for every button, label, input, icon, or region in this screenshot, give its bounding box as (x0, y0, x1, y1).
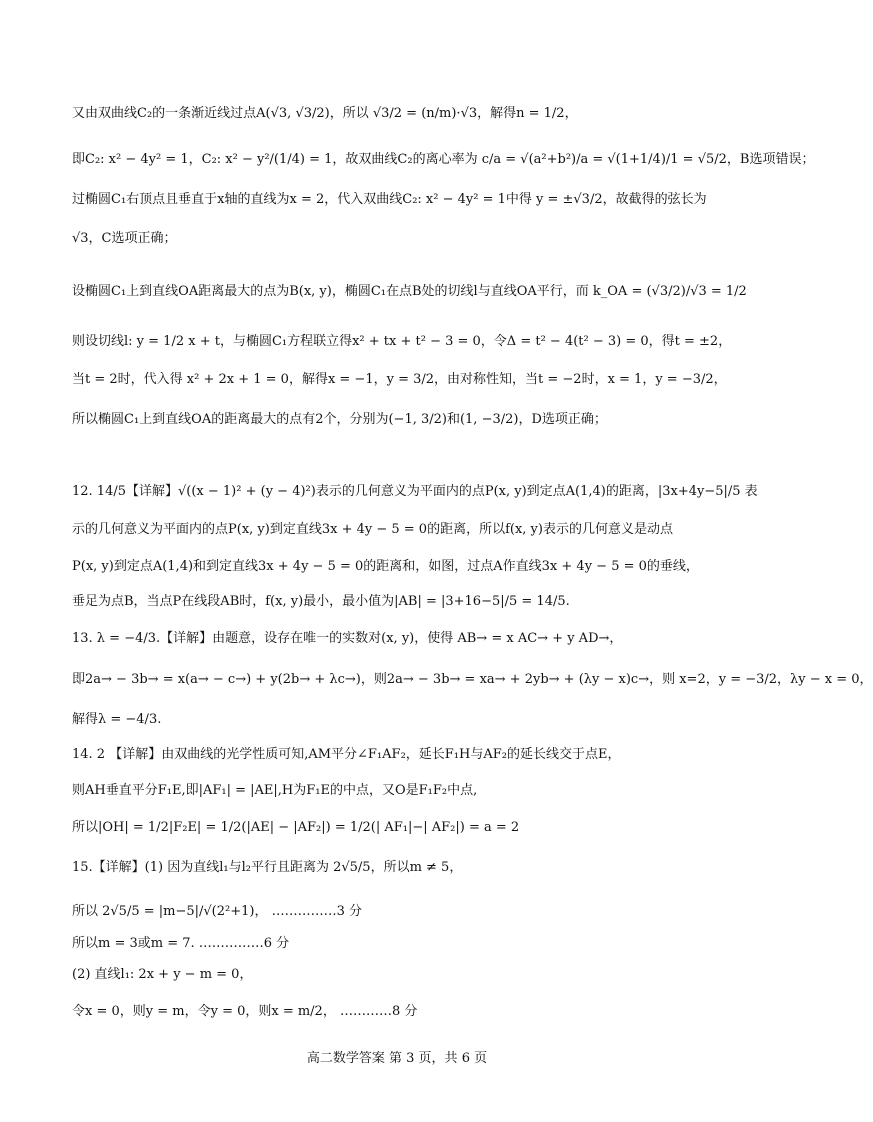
text-line: 14. 2 【详解】由双曲线的光学性质可知,AM平分∠F₁AF₂，延长F₁H与AF₂的延长线交于点E， (72, 747, 621, 762)
text-line: 所以m = 3或m = 7. ……………6 分 (72, 936, 290, 951)
text-line: 垂足为点B，当点P在线段AB时，f(x, y)最小，最小值为|AB| = |3+16−5|/5 = 14/5. (72, 594, 570, 609)
text-line: 15.【详解】(1) 因为直线l₁与l₂平行且距离为 2√5/5，所以m ≠ 5， (72, 860, 463, 875)
text-line: √3，C选项正确； (72, 231, 177, 246)
text-line: 12. 14/5【详解】√((x − 1)² + (y − 4)²)表示的几何意义为平面内的点P(x, y)到定点A(1,4)的距离，|3x+4y−5|/5 表 (72, 484, 758, 499)
text-line: 则设切线l: y = 1/2 x + t，与椭圆C₁方程联立得x² + tx + t² − 3 = 0，令Δ = t² − 4(t² − 3) = 0，得t = ±2， (72, 334, 732, 349)
text-line: 又由双曲线C₂的一条渐近线过点A(√3, √3/2)，所以 √3/2 = (n/m)·√3，解得n = 1/2， (72, 106, 578, 121)
text-line: 所以|OH| = 1/2|F₂E| = 1/2(|AE| − |AF₂|) = 1/2(| AF₁|−| AF₂|) = a = 2 (72, 820, 520, 835)
text-line: 解得λ = −4/3. (72, 712, 162, 727)
text-line: (2) 直线l₁: 2x + y − m = 0， (72, 967, 253, 982)
text-line: 即C₂: x² − 4y² = 1，C₂: x² − y²/(1/4) = 1，故双曲线C₂的离心率为 c/a = √(a²+b²)/a = √(1+1/4)/1 = √5/2，B选项错误； (72, 152, 815, 167)
text-line: 则AH垂直平分F₁E,即|AF₁| = |AE|,H为F₁E的中点，又O是F₁F₂中点, (72, 783, 478, 798)
text-line: 示的几何意义为平面内的点P(x, y)到定直线3x + 4y − 5 = 0的距离，所以f(x, y)表示的几何意义是动点 (72, 522, 673, 537)
text-line: P(x, y)到定点A(1,4)和到定直线3x + 4y − 5 = 0的距离和，如图，过点A作直线3x + 4y − 5 = 0的垂线， (72, 559, 699, 574)
text-line: 所以 2√5/5 = |m−5|/√(2²+1)， ……………3 分 (72, 904, 363, 919)
text-line: 过椭圆C₁右顶点且垂直于x轴的直线为x = 2，代入双曲线C₂: x² − 4y² = 1中得 y = ±√3/2，故截得的弦长为 (72, 192, 707, 207)
page-footer: 高二数学答案 第 3 页，共 6 页 (306, 1051, 488, 1066)
text-line: 当t = 2时，代入得 x² + 2x + 1 = 0，解得x = −1，y = 3/2，由对称性知，当t = −2时，x = 1，y = −3/2， (72, 372, 727, 387)
text-line: 即2a→ − 3b→ = x(a→ − c→) + y(2b→ + λc→)，则2a→ − 3b→ = xa→ + 2yb→ + (λy − x)c→，则 x=2，y = −3/2，λy − x = 0， (72, 672, 873, 687)
text-line: 13. λ = −4/3.【详解】由题意，设存在唯一的实数对(x, y)，使得 AB→ = x AC→ + y AD→， (72, 631, 623, 646)
text-line: 令x = 0，则y = m，令y = 0，则x = m/2， …………8 分 (72, 1004, 418, 1019)
text-line: 设椭圆C₁上到直线OA距离最大的点为B(x, y)，椭圆C₁在点B处的切线l与直线OA平行，而 k_OA = (√3/2)/√3 = 1/2 (72, 284, 747, 299)
text-line: 所以椭圆C₁上到直线OA的距离最大的点有2个，分别为(−1, 3/2)和(1, −3/2)，D选项正确； (72, 412, 607, 427)
